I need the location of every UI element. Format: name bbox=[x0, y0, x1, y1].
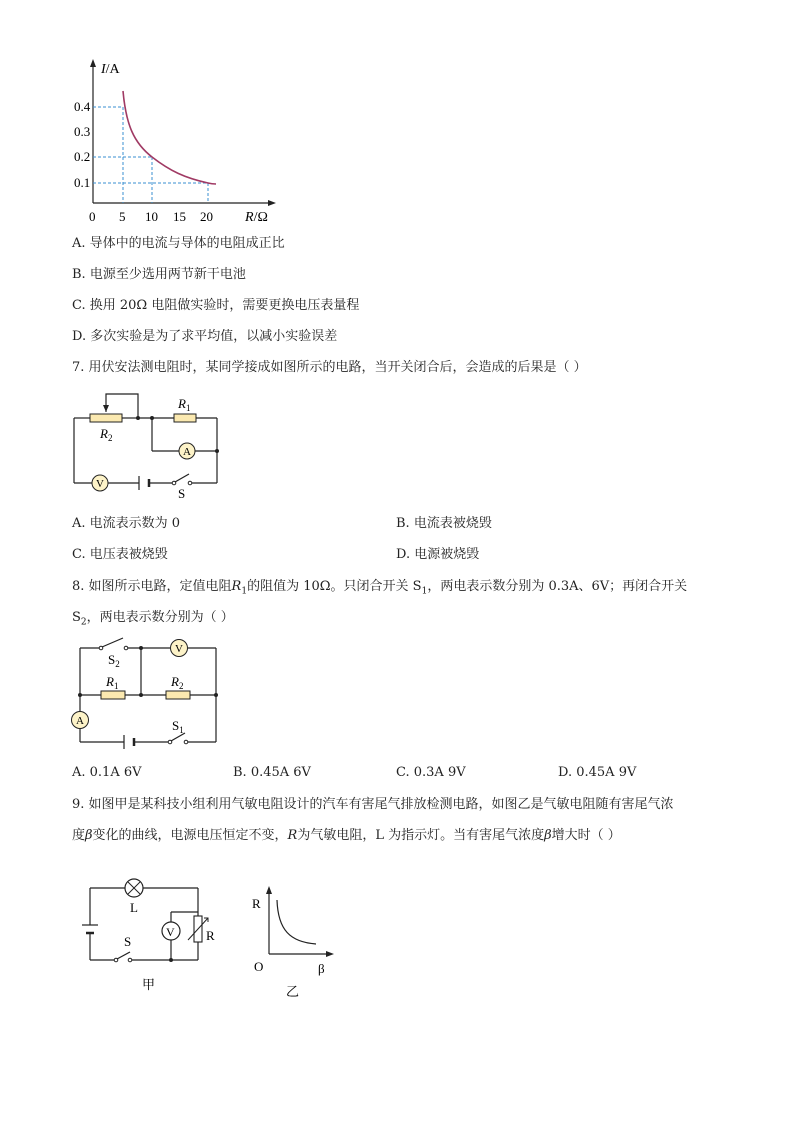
q8-s2-label: $S_2$ bbox=[108, 652, 120, 669]
q7-option-b: B. 电流表被烧毁 bbox=[396, 516, 492, 531]
q6-x-tick: 20 bbox=[200, 209, 213, 224]
q7-r2-resistor bbox=[90, 414, 122, 422]
q8-r2-label: $R_2$ bbox=[171, 674, 184, 691]
q8-stem-line1: 8. 如图所示电路，定值电阻$R_1$的阻值为 10Ω。只闭合开关 $S_1$，两电表示数分别为 0.3A、6V；再闭合开关 bbox=[72, 579, 688, 597]
q9-figure-a bbox=[78, 872, 228, 997]
q7-switch-label: S bbox=[178, 486, 186, 501]
q7-option-c: C. 电压表被烧毁 bbox=[72, 547, 168, 562]
q6-y-tick: 0.3 bbox=[74, 124, 91, 139]
q7-r2-label: $R_2$ bbox=[100, 426, 113, 443]
q6-y-axis-label: I/A bbox=[101, 62, 120, 77]
q6-x-tick: 15 bbox=[173, 209, 186, 224]
q9-resistor-label: R bbox=[206, 928, 215, 943]
q9-fig-b-x-label: β bbox=[318, 961, 325, 976]
q8-stem-line2: $S_2$，两电表示数分别为（ ） bbox=[72, 610, 234, 628]
q9-stem-line2: 度β变化的曲线，电源电压恒定不变，R为气敏电阻，L 为指示灯。当有害尾气浓度β增大时（ ） bbox=[72, 828, 621, 843]
q6-option-c: C. 换用 20Ω 电阻做实验时，需要更换电压表量程 bbox=[72, 298, 360, 313]
q6-curve bbox=[123, 91, 216, 184]
q6-x-axis-label: R/Ω bbox=[245, 210, 268, 225]
q9-fig-b-origin: O bbox=[254, 959, 264, 974]
q8-option-b: B. 0.45A 6V bbox=[233, 765, 311, 780]
q7-stem: 7. 用伏安法测电阻时，某同学接成如图所示的电路，当开关闭合后，会造成的后果是（ ） bbox=[72, 360, 587, 375]
q6-x-tick: 0 bbox=[89, 209, 96, 224]
q9-stem-line1: 9. 如图甲是某科技小组利用气敏电阻设计的汽车有害尾气排放检测电路，如图乙是气敏电阻随有害尾气浓 bbox=[72, 797, 674, 812]
q6-y-tick: 0.1 bbox=[74, 175, 91, 190]
q9-fig-b-curve bbox=[277, 900, 316, 944]
q9-switch bbox=[117, 952, 130, 959]
q6-option-a: A. 导体中的电流与导体的电阻成正比 bbox=[72, 236, 285, 251]
q7-option-d: D. 电源被烧毁 bbox=[396, 547, 480, 562]
q7-circuit bbox=[62, 388, 232, 503]
q9-fig-b-y-label: R bbox=[252, 896, 261, 911]
q6-y-tick: 0.4 bbox=[74, 99, 91, 114]
q8-option-c: C. 0.3A 9V bbox=[396, 765, 466, 780]
q9-voltmeter-label: V bbox=[166, 925, 175, 939]
q8-r1-label: $R_1$ bbox=[106, 674, 119, 691]
q6-option-d: D. 多次实验是为了求平均值，以减小实验误差 bbox=[72, 329, 338, 344]
q8-r2-resistor bbox=[166, 691, 190, 699]
q8-r1-resistor bbox=[101, 691, 125, 699]
q8-s2-switch bbox=[102, 638, 123, 647]
q8-option-a: A. 0.1A 6V bbox=[72, 765, 142, 780]
q9-figure-a-caption: 甲 bbox=[142, 977, 156, 992]
q7-r1-label: $R_1$ bbox=[178, 396, 191, 413]
q7-switch bbox=[175, 474, 189, 482]
q9-lamp-label: L bbox=[130, 900, 138, 915]
q7-option-a: A. 电流表示数为 0 bbox=[72, 516, 181, 531]
q8-circuit bbox=[66, 630, 231, 755]
q6-y-tick: 0.2 bbox=[74, 149, 91, 164]
q9-figure-b-caption: 乙 bbox=[286, 984, 300, 999]
q6-x-tick: 10 bbox=[145, 209, 158, 224]
q9-figure-b bbox=[248, 884, 348, 1004]
q7-voltmeter-label: V bbox=[96, 478, 104, 490]
q6-option-b: B. 电源至少选用两节新干电池 bbox=[72, 267, 246, 282]
q8-option-d: D. 0.45A 9V bbox=[558, 765, 637, 780]
q8-ammeter-label: A bbox=[76, 715, 84, 727]
q9-switch-label: S bbox=[124, 934, 132, 949]
q7-r1-resistor bbox=[174, 414, 196, 422]
q8-s1-label: $S_1$ bbox=[172, 718, 184, 735]
q8-voltmeter-label: V bbox=[175, 643, 183, 655]
q6-graph bbox=[60, 55, 290, 235]
q7-ammeter-label: A bbox=[183, 446, 191, 458]
q6-x-tick: 5 bbox=[119, 209, 126, 224]
